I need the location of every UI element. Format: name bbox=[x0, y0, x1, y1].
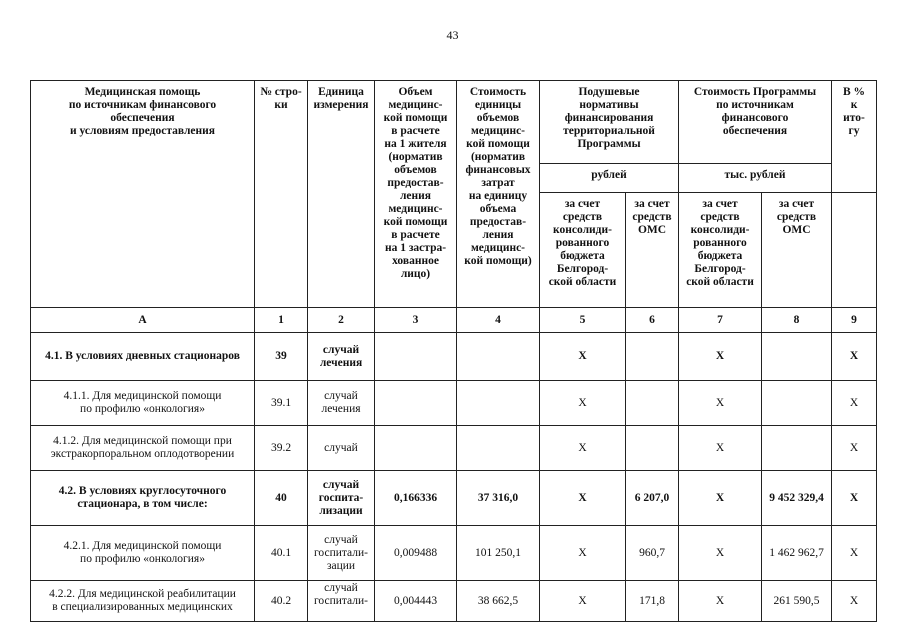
row-line-number: 39.2 bbox=[255, 426, 308, 471]
row-line-number: 39 bbox=[255, 333, 308, 381]
row-norm-oms: 171,8 bbox=[626, 581, 679, 622]
row-norm-budget: X bbox=[540, 426, 626, 471]
financing-table bbox=[30, 80, 877, 622]
row-norm-oms bbox=[626, 426, 679, 471]
row-percent: X bbox=[832, 381, 877, 426]
column-number: 2 bbox=[308, 308, 375, 333]
header-col-4: Стоимость единицы объемов медицинс- кой помощи (норматив финансовых затрат на единицу объема предостав- ления медицинс- кой помощи) bbox=[457, 81, 540, 308]
row-line-number: 39.1 bbox=[255, 381, 308, 426]
row-norm-budget: X bbox=[540, 526, 626, 581]
header-col-8: за счет средств ОМС bbox=[762, 193, 832, 308]
row-line-number: 40 bbox=[255, 471, 308, 526]
row-volume: 0,009488 bbox=[375, 526, 457, 581]
header-col-9: В % к ито- гу bbox=[832, 81, 877, 193]
row-percent: X bbox=[832, 426, 877, 471]
column-number: 7 bbox=[679, 308, 762, 333]
row-norm-oms: 6 207,0 bbox=[626, 471, 679, 526]
row-line-number: 40.1 bbox=[255, 526, 308, 581]
column-number: 3 bbox=[375, 308, 457, 333]
column-number: 1 bbox=[255, 308, 308, 333]
row-norm-budget: X bbox=[540, 333, 626, 381]
row-percent: X bbox=[832, 526, 877, 581]
table-row bbox=[31, 471, 877, 526]
column-number: 5 bbox=[540, 308, 626, 333]
header-group-norms: Подушевые нормативы финансирования территориальной Программы bbox=[540, 81, 679, 164]
row-name: 4.1.1. Для медицинской помощи по профилю «онкология» bbox=[31, 381, 255, 426]
header-group-cost: Стоимость Программы по источникам финансового обеспечения bbox=[679, 81, 832, 164]
row-name: 4.2.2. Для медицинской реабилитации в специализированных медицинских bbox=[31, 581, 255, 622]
column-number: 4 bbox=[457, 308, 540, 333]
column-number: А bbox=[31, 308, 255, 333]
table-row bbox=[31, 526, 877, 581]
column-number: 6 bbox=[626, 308, 679, 333]
header-unit-thousand-rub: тыс. рублей bbox=[679, 164, 832, 193]
row-volume bbox=[375, 426, 457, 471]
row-cost-budget: X bbox=[679, 526, 762, 581]
row-unit: случай госпитали- зации bbox=[308, 526, 375, 581]
row-cost-oms bbox=[762, 381, 832, 426]
column-numbers-row bbox=[31, 308, 877, 333]
header-col-5: за счет средств консолиди- рованного бюджета Белгород- ской области bbox=[540, 193, 626, 308]
header-col-a: Медицинская помощь по источникам финансового обеспечения и условиям предоставления bbox=[31, 81, 255, 308]
row-name: 4.1.2. Для медицинской помощи при экстракорпоральном оплодотворении bbox=[31, 426, 255, 471]
header-col-2: Единица измерения bbox=[308, 81, 375, 308]
row-volume: 0,166336 bbox=[375, 471, 457, 526]
row-norm-budget: X bbox=[540, 381, 626, 426]
row-norm-oms bbox=[626, 381, 679, 426]
row-unit: случай госпита- лизации bbox=[308, 471, 375, 526]
row-cost-budget: X bbox=[679, 581, 762, 622]
row-unit-cost: 37 316,0 bbox=[457, 471, 540, 526]
row-unit-cost: 38 662,5 bbox=[457, 581, 540, 622]
row-cost-oms bbox=[762, 426, 832, 471]
table-row bbox=[31, 426, 877, 471]
header-col-3: Объем медицинс- кой помощи в расчете на 1 жителя (норматив объемов предостав- ления медицинс- кой помощи в расчете на 1 застра- хованное лицо) bbox=[375, 81, 457, 308]
page-number: 43 bbox=[446, 28, 459, 42]
table-row bbox=[31, 381, 877, 426]
row-cost-oms: 9 452 329,4 bbox=[762, 471, 832, 526]
row-cost-budget: X bbox=[679, 471, 762, 526]
row-cost-oms: 261 590,5 bbox=[762, 581, 832, 622]
row-unit-cost bbox=[457, 426, 540, 471]
row-norm-oms bbox=[626, 333, 679, 381]
row-cost-oms bbox=[762, 333, 832, 381]
row-unit-cost bbox=[457, 333, 540, 381]
header-unit-rub: рублей bbox=[540, 164, 679, 193]
row-norm-budget: X bbox=[540, 581, 626, 622]
row-cost-budget: X bbox=[679, 426, 762, 471]
row-name: 4.2. В условиях круглосуточного стационара, в том числе: bbox=[31, 471, 255, 526]
row-percent: X bbox=[832, 333, 877, 381]
column-number: 8 bbox=[762, 308, 832, 333]
header-col-9-empty bbox=[832, 193, 877, 308]
row-volume bbox=[375, 333, 457, 381]
row-cost-oms: 1 462 962,7 bbox=[762, 526, 832, 581]
header-row-1 bbox=[31, 81, 877, 164]
table-row bbox=[31, 581, 877, 622]
row-name: 4.1. В условиях дневных стационаров bbox=[31, 333, 255, 381]
row-unit-cost: 101 250,1 bbox=[457, 526, 540, 581]
column-number: 9 bbox=[832, 308, 877, 333]
row-percent: X bbox=[832, 581, 877, 622]
row-cost-budget: X bbox=[679, 333, 762, 381]
row-unit: случай лечения bbox=[308, 333, 375, 381]
table-row bbox=[31, 333, 877, 381]
row-unit: случай bbox=[308, 426, 375, 471]
header-col-1: № стро- ки bbox=[255, 81, 308, 308]
header-col-6: за счет средств ОМС bbox=[626, 193, 679, 308]
row-norm-oms: 960,7 bbox=[626, 526, 679, 581]
row-unit: случай лечения bbox=[308, 381, 375, 426]
row-percent: X bbox=[832, 471, 877, 526]
row-unit-cost bbox=[457, 381, 540, 426]
row-line-number: 40.2 bbox=[255, 581, 308, 622]
row-unit: случай госпитали- bbox=[308, 581, 375, 622]
row-volume: 0,004443 bbox=[375, 581, 457, 622]
header-col-7: за счет средств консолиди- рованного бюджета Белгород- ской области bbox=[679, 193, 762, 308]
row-cost-budget: X bbox=[679, 381, 762, 426]
row-norm-budget: X bbox=[540, 471, 626, 526]
row-volume bbox=[375, 381, 457, 426]
row-name: 4.2.1. Для медицинской помощи по профилю «онкология» bbox=[31, 526, 255, 581]
